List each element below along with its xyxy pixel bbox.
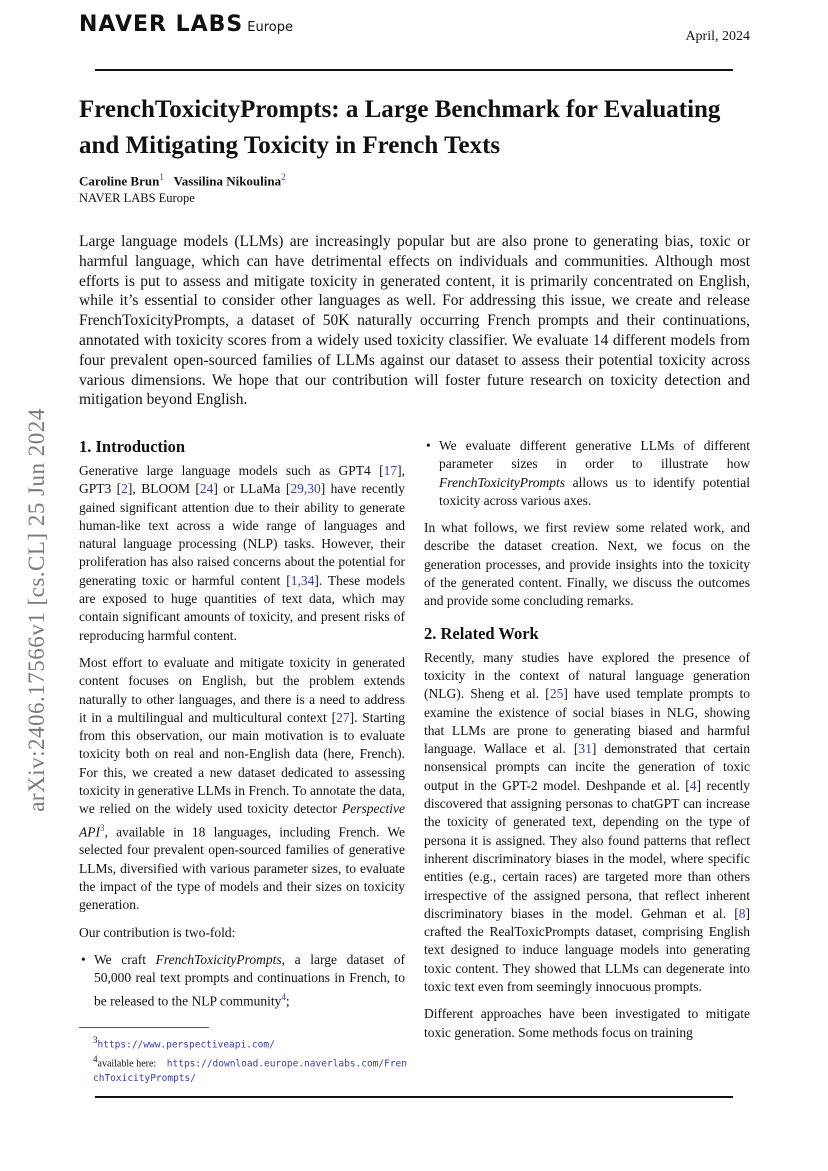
contribution-list: [424, 437, 750, 510]
logo-main-text: NAVER LABS: [79, 12, 244, 37]
footnote-url[interactable]: https://www.perspectiveapi.com/: [97, 1039, 275, 1051]
list-item: • We evaluate different generative LLMs of different parameter sizes in order to illustrate how FrenchToxicityPrompts allows us to identify potential toxicity across various axes.: [426, 438, 750, 508]
citation-link[interactable]: 17: [383, 463, 398, 478]
author-name: Caroline Brun: [79, 173, 160, 189]
arxiv-stamp: arXiv:2406.17566v1 [cs.CL] 25 Jun 2024: [24, 408, 49, 812]
publication-date: April, 2024: [685, 29, 750, 44]
section-heading: 2. Related Work: [424, 623, 539, 643]
citation-link[interactable]: 29,30: [290, 481, 321, 497]
related-paragraph: Different approaches have been investigated to mitigate toxic generation. Some methods focus on training: [424, 1006, 750, 1040]
footer-rule: [95, 1096, 733, 1098]
header-rule: [95, 69, 733, 71]
footnote-rule: [79, 1027, 209, 1028]
footnote-url[interactable]: https://download.europe.naverlabs.com/FrenchToxicityPrompts/: [93, 1058, 407, 1084]
citation-link[interactable]: 31: [578, 741, 592, 757]
intro-paragraph: Our contribution is two-fold:: [79, 924, 236, 940]
abstract: Large language models (LLMs) are increasingly popular but are also prone to generating bias, toxic or harmful language, which can have detrimental effects on individuals and communities. Although most efforts is put to assess and mitigate toxicity in generated content, it is primarily concentrated on English, while it’s essential to consider other languages as well. For addressing this issue, we create and release FrenchToxicityPrompts, a dataset of 50K naturally occurring French prompts and their continuations, annotated with toxicity scores from a widely used toxicity classifier. We evaluate 14 different models from four prevalent open-sourced families of LLMs against our dataset to assess their potential toxicity across various dimensions. We hope that our contribution will foster future research on toxicity detection and mitigation beyond English.: [79, 233, 750, 409]
contribution-list: [79, 951, 405, 1010]
author-list: [79, 172, 286, 189]
list-item: • We craft FrenchToxicityPrompts, a large dataset of 50,000 real text prompts and continuations in French, to be released to the NLP community$^4$;: [81, 951, 405, 1009]
citation-link[interactable]: 24: [199, 481, 214, 497]
section-heading: 1. Introduction: [79, 437, 186, 456]
logo-sub-text: Europe: [247, 20, 293, 35]
affiliation: NAVER LABS Europe: [79, 191, 195, 205]
author-affil-mark: 2: [281, 172, 286, 182]
footnotes: $^3$https://www.perspectiveapi.com/ $^4$available here: https://download.europe.naverlabs.com/FrenchToxicityPrompts/: [93, 1035, 407, 1084]
naver-labs-logo: [79, 12, 293, 37]
citation-link[interactable]: 27: [336, 709, 350, 725]
citation-link[interactable]: 4: [689, 777, 697, 793]
intro-paragraph: In what follows, we first review some related work, and describe the dataset creation. Next, we focus on the generation processes, and provide insights into the toxicity of the generated content. Finally, we discuss the outcomes and provide some concluding remarks.: [424, 520, 750, 609]
citation-link[interactable]: 2: [121, 481, 128, 497]
citation-link[interactable]: 8: [738, 905, 746, 921]
intro-paragraph: Most effort to evaluate and mitigate toxicity in generated content focuses on English, but the problem extends naturally to other languages, and there is a need to address it in a multilingual and multicultural context [27]. Starting from this observation, our main motivation is to evaluate toxicity both on real and non-English data (here, French). For this, we created a new dataset dedicated to assessing toxicity in generative LLMs in French. To annotate the data, we relied on the widely used toxicity detector Perspective API$^3$, available in 18 languages, including French. We selected four prevalent open-sourced families of generative LLMs, diversified with various parameter sizes, to evaluate the impact of the type of models and their sizes on toxicity generation.: [79, 654, 405, 913]
footnote-link[interactable]: 4: [281, 991, 286, 1002]
author-name: Vassilina Nikoulina: [173, 173, 282, 189]
left-column: [79, 436, 405, 1019]
citation-link[interactable]: 1,34: [290, 572, 315, 588]
related-paragraph: Recently, many studies have explored the presence of toxicity in the context of natural language generation (NLG). Sheng et al. [25] have used template prompts to examine the existence of social biases in NLG, showing that LLMs are prone to generating biased and harmful language. Wallace et al. [31] demonstrated that certain nonsensical prompts can incite the generation of toxic output in the GPT-2 model. Deshpande et al. [4] recently discovered that assigning personas to chatGPT can increase the toxicity of generated text, depending on the type of persona it is assigned. They also found patterns that reflect inherent discriminatory biases in the model, where specific entities (e.g., certain races) are targeted more than others irrespective of the assigned persona, that reflect inherent discriminatory biases in the model. Gehman et al. [8] crafted the RealToxicPrompts dataset, comprising English text designed to induce language models into generating toxic content. They showed that LLMs can degenerate into toxic text even from seemingly innocuous prompts.: [424, 649, 751, 995]
footnote-link[interactable]: 3: [100, 822, 105, 833]
right-column: [424, 437, 750, 1051]
author-affil-mark: 1: [159, 172, 164, 182]
citation-link[interactable]: 25: [549, 686, 564, 702]
intro-paragraph: Generative large language models such as GPT4 [17], GPT3 [2], BLOOM [24] or LLaMa [29,30] have recently gained significant attention due to their ability to generate human-like text across a wide range of languages and natural language processing (NLP) tasks. However, their proliferation has also raised concerns about the potential for generating toxic or harmful content [1,34]. These models are exposed to huge quantities of text data, which may contain significant amounts of toxicity, and present risks of reproducing harmful content.: [79, 463, 406, 643]
paper-title: FrenchToxicityPrompts: a Large Benchmark for Evaluating and Mitigating Toxicity in French Texts: [79, 96, 721, 159]
